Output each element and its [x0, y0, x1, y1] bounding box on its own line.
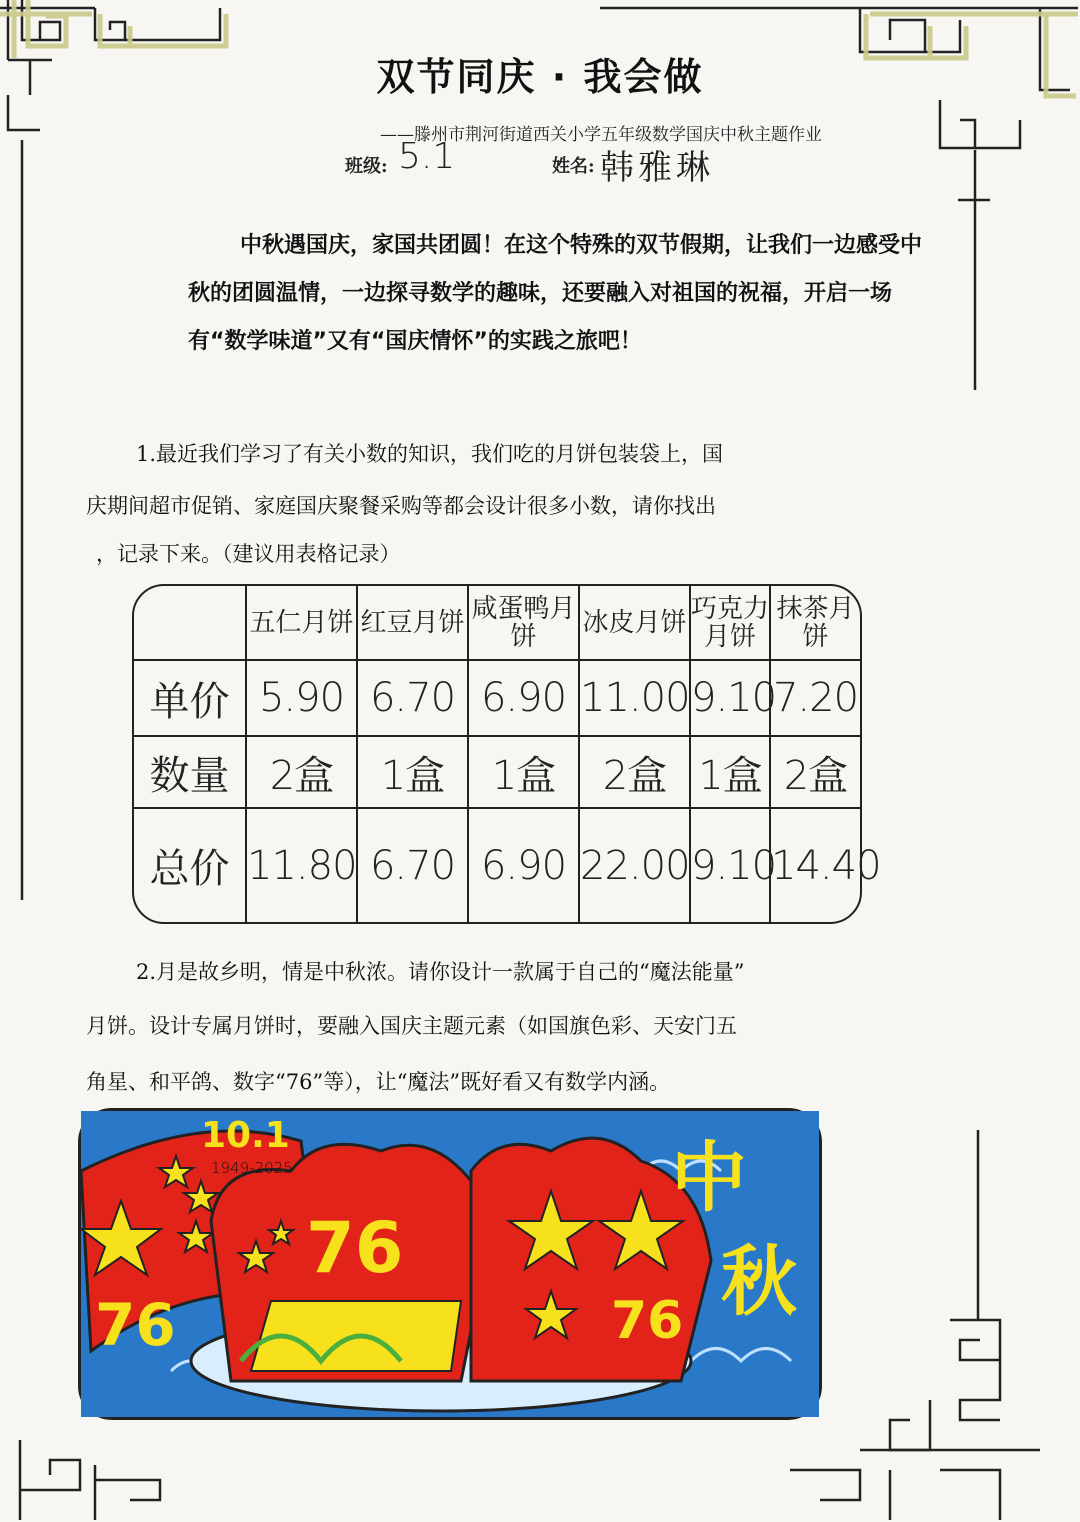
intro-paragraph: 中秋遇国庆，家国共团圆！在这个特殊的双节假期，让我们一边感受中秋的团圆温情，一边探寻数学的趣味，还要融入对祖国的祝福，开启一场有“数学味道”又有“国庆情怀”的实践之旅吧！	[188, 233, 923, 354]
question1-line2: 庆期间超市促销、家庭国庆聚餐采购等都会设计很多小数，请你找出	[86, 494, 716, 518]
drawing-years: 1949-2025	[211, 1159, 293, 1177]
drawing-number-center: 76	[306, 1207, 404, 1289]
page-subtitle: ——滕州市荆河街道西关小学五年级数学国庆中秋主题作业	[380, 125, 822, 145]
table-row	[134, 736, 860, 808]
table-column-header: 巧克力月饼	[690, 586, 770, 660]
table-corner	[134, 586, 246, 660]
table-cell: 6.70	[357, 808, 468, 922]
table-cell: 1盒	[468, 736, 579, 808]
table-cell: 1盒	[357, 736, 468, 808]
table-row-label: 总价	[134, 808, 246, 922]
table-row-label: 数量	[134, 736, 246, 808]
price-table	[132, 584, 881, 924]
student-name: 韩雅琳	[600, 148, 714, 188]
question2-line2: 月饼。设计专属月饼时，要融入国庆主题元素（如国旗色彩、天安门五	[86, 1014, 737, 1038]
page-title: 双节同庆 · 我会做	[376, 55, 704, 99]
table-column-header: 红豆月饼	[357, 586, 468, 660]
table-column-header: 五仁月饼	[246, 586, 357, 660]
table-row	[134, 660, 860, 736]
table-cell: 2盒	[770, 736, 860, 808]
question2-line3: 角星、和平鸽、数字“76”等），让“魔法”既好看又有数学内涵。	[86, 1070, 671, 1094]
table-cell: 6.70	[357, 660, 468, 736]
table-cell: 9.10	[690, 808, 770, 922]
table-header-row	[134, 586, 860, 660]
drawing-date: 10.1	[201, 1115, 290, 1156]
drawing-number-left: 76	[95, 1291, 176, 1359]
table-cell: 6.90	[468, 808, 579, 922]
question2-line1: 2.月是故乡明，情是中秋浓。请你设计一款属于自己的“魔法能量”	[136, 960, 745, 984]
table-cell: 11.00	[579, 660, 690, 736]
table-cell: 2盒	[246, 736, 357, 808]
table-cell: 5.90	[246, 660, 357, 736]
table-cell: 2盒	[579, 736, 690, 808]
table-column-header: 抹茶月饼	[770, 586, 860, 660]
table-cell: 11.80	[246, 808, 357, 922]
name-label: 姓名:	[552, 156, 595, 177]
drawing-number-right: 76	[611, 1291, 684, 1351]
table-row	[134, 808, 860, 922]
class-label: 班级:	[345, 156, 388, 177]
table-column-header: 冰皮月饼	[579, 586, 690, 660]
table-cell: 6.90	[468, 660, 579, 736]
table-row-label: 单价	[134, 660, 246, 736]
table-cell: 7.20	[770, 660, 860, 736]
table-cell: 1盒	[690, 736, 770, 808]
question1-line1: 1.最近我们学习了有关小数的知识，我们吃的月饼包装袋上，国	[136, 442, 724, 466]
class-value: 5.1	[398, 136, 456, 177]
table-cell: 22.00	[579, 808, 690, 922]
table-cell: 14.40	[770, 808, 860, 922]
mooncake-drawing	[78, 1108, 822, 1420]
table-column-header: 咸蛋鸭月饼	[468, 586, 579, 660]
table-cell: 9.10	[690, 660, 770, 736]
drawing-text-qiu: 秋	[721, 1237, 797, 1326]
question1-line3: ，记录下来。（建议用表格记录）	[96, 542, 401, 566]
drawing-text-zhong: 中	[671, 1133, 747, 1222]
